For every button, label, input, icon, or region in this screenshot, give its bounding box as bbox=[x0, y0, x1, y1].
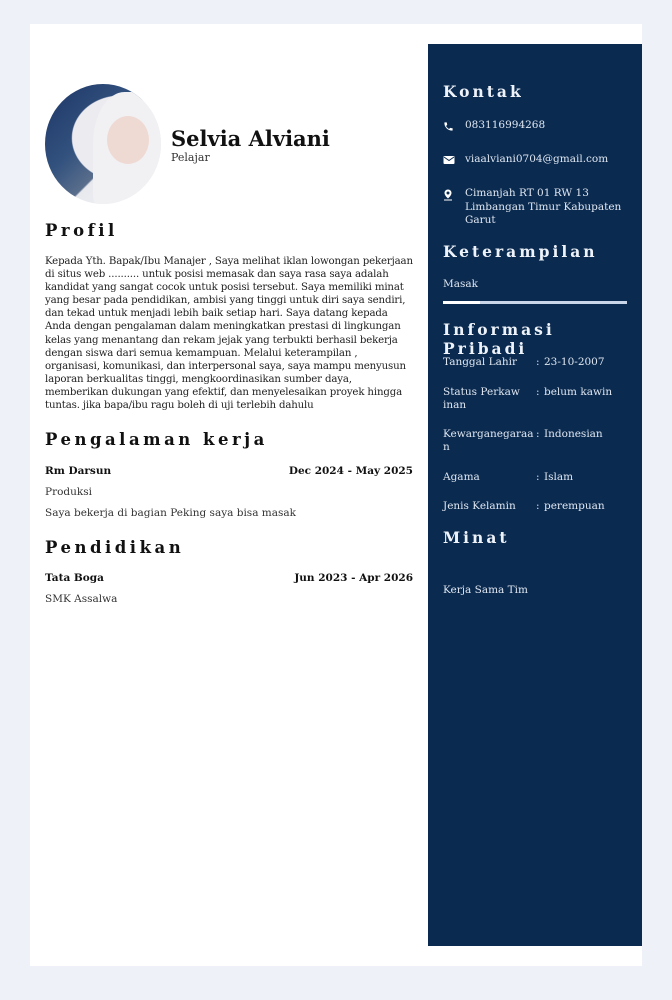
email-icon bbox=[443, 153, 465, 167]
location-icon bbox=[443, 187, 465, 228]
photo-face-shape bbox=[107, 116, 149, 164]
info-row-marital-status bbox=[443, 386, 634, 412]
address-text: Cimanjah RT 01 RW 13 Limbangan Timur Kabupaten Garut bbox=[465, 187, 622, 226]
skill-name: Masak bbox=[443, 278, 479, 290]
info-separator: : bbox=[536, 428, 540, 440]
info-label: Kewarganegaraan bbox=[443, 428, 534, 453]
info-label: Jenis Kelamin bbox=[443, 500, 516, 512]
info-value: belum kawin bbox=[544, 386, 613, 398]
info-row-gender bbox=[443, 500, 634, 513]
info-value: Indonesian bbox=[544, 428, 603, 440]
skill-level-bar bbox=[443, 301, 627, 304]
info-value: perempuan bbox=[544, 500, 605, 512]
skill-level-fill bbox=[443, 301, 480, 304]
experience-role: Produksi bbox=[45, 486, 92, 498]
full-name: Selvia Alviani bbox=[171, 126, 330, 151]
info-label: Tanggal Lahir bbox=[443, 356, 517, 368]
experience-item-header bbox=[45, 465, 413, 477]
contact-heading: Kontak bbox=[443, 82, 524, 101]
info-value: 23-10-2007 bbox=[544, 356, 605, 368]
education-heading: Pendidikan bbox=[45, 538, 185, 557]
contact-email bbox=[443, 153, 625, 167]
resume-page bbox=[30, 24, 642, 966]
education-major: Tata Boga bbox=[45, 572, 104, 584]
email-address: viaalviani0704@gmail.com bbox=[465, 153, 609, 165]
info-value: Islam bbox=[544, 471, 574, 483]
info-separator: : bbox=[536, 386, 540, 398]
resume-header bbox=[45, 84, 330, 204]
info-separator: : bbox=[536, 471, 540, 483]
profil-heading: Profil bbox=[45, 221, 118, 240]
interest-item: Kerja Sama Tim bbox=[443, 584, 528, 596]
phone-number: 083116994268 bbox=[465, 119, 546, 131]
info-separator: : bbox=[536, 500, 540, 512]
contact-phone bbox=[443, 119, 625, 133]
experience-period: Dec 2024 - May 2025 bbox=[288, 465, 413, 477]
info-row-birthdate bbox=[443, 356, 634, 369]
experience-description: Saya bekerja di bagian Peking saya bisa masak bbox=[45, 507, 297, 519]
info-label: Status Perkawinan bbox=[443, 386, 520, 411]
personal-info-heading: Informasi Pribadi bbox=[443, 320, 555, 358]
contact-address bbox=[443, 187, 625, 228]
experience-heading: Pengalaman kerja bbox=[45, 430, 268, 449]
main-column bbox=[45, 24, 415, 966]
sidebar bbox=[428, 44, 642, 946]
info-label: Agama bbox=[443, 471, 480, 483]
education-period: Jun 2023 - Apr 2026 bbox=[294, 572, 413, 584]
education-school: SMK Assalwa bbox=[45, 593, 118, 605]
profile-photo bbox=[45, 84, 161, 204]
phone-icon bbox=[443, 119, 465, 133]
job-title: Pelajar bbox=[171, 151, 210, 164]
experience-company: Rm Darsun bbox=[45, 465, 112, 477]
info-separator: : bbox=[536, 356, 540, 368]
skills-heading: Keterampilan bbox=[443, 242, 598, 261]
info-row-religion bbox=[443, 471, 634, 484]
name-block bbox=[171, 127, 330, 165]
info-row-citizenship bbox=[443, 428, 634, 454]
profil-text: Kepada Yth. Bapak/Ibu Manajer , Saya melihat iklan lowongan pekerjaan di situs web .......... untuk posisi memasak dan saya rasa saya adalah kandidat yang sangat cocok untuk posisi tersebut. Saya memiliki minat yang besar pada pendidikan, ambisi yang tinggi untuk diri saya sendiri, dan tekad untuk menjadi lebih baik setiap hari. Saya datang kepada Anda dengan pengalaman dalam meningkatkan prestasi di lingkungan kelas yang menantang dan rekam jejak yang terbukti berhasil bekerja dengan siswa dari semua kemampuan. Melalui keterampilan , organisasi, komunikasi, dan interpersonal saya, saya mampu menyusun laporan berkualitas tinggi, mengkoordinasikan sumber daya, memberikan dukungan yang efektif, dan menyelesaikan proyek hingga tuntas. jika bapa/ibu ragu boleh di uji terlebih dahulu bbox=[45, 256, 413, 412]
interests-heading: Minat bbox=[443, 528, 510, 547]
education-item-header bbox=[45, 572, 413, 584]
